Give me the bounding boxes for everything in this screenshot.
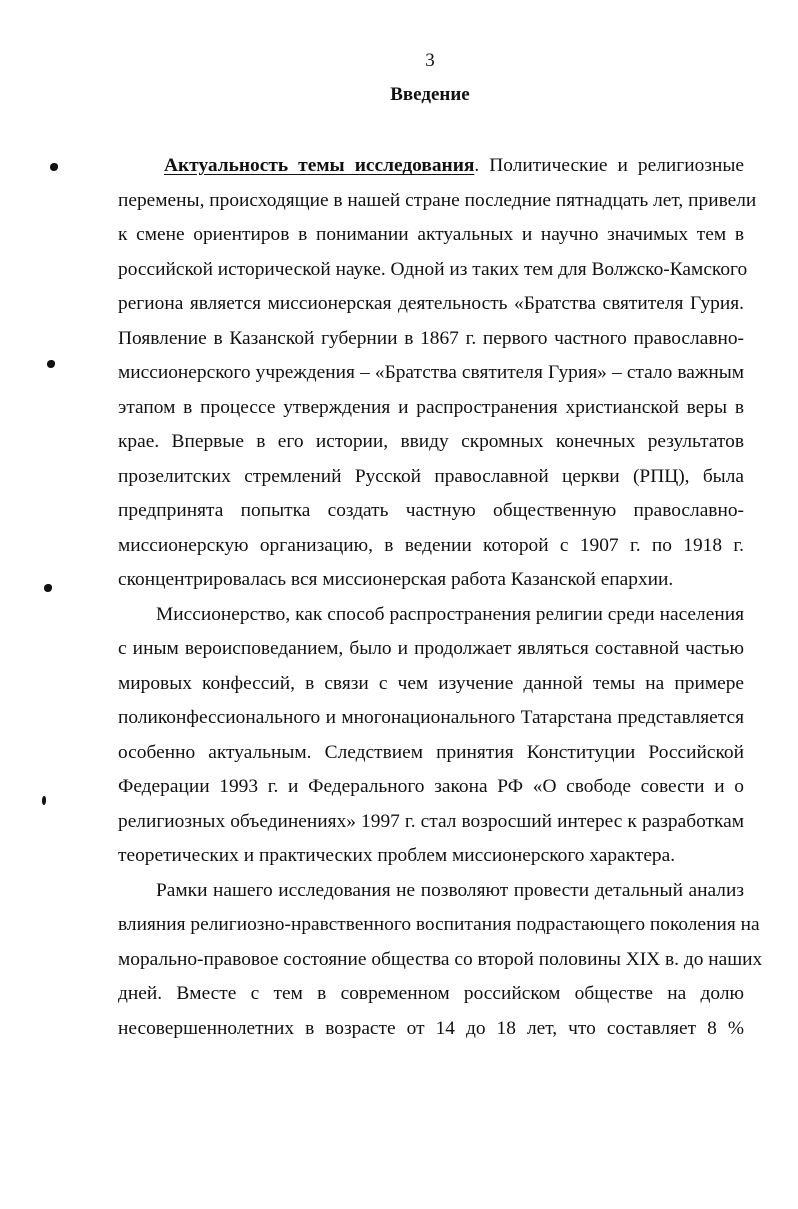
text-line: теоретических и практических проблем миссионерского характера. — [118, 845, 676, 866]
text-line: поликонфессионального и многонационального Татарстана представляется — [118, 707, 744, 728]
page-number: 3 — [425, 50, 435, 71]
text-line: прозелитских стремлений Русской православной церкви (РПЦ), была — [118, 465, 744, 487]
paragraph — [118, 598, 744, 874]
text-line: особенно актуальным. Следствием принятия Конституции Российской — [118, 741, 744, 763]
text-line: влияния религиозно-нравственного воспитания подрастающего поколения на — [118, 914, 760, 935]
text-line: Федерации 1993 г. и Федерального закона РФ «О свободе совести и о — [118, 776, 744, 797]
paragraph — [118, 874, 763, 1047]
text-line: с иным вероисповеданием, было и продолжает являться составной частью — [118, 638, 744, 659]
text-line: российской исторической науке. Одной из таких тем для Волжско-Камского — [118, 258, 748, 280]
margin-speck — [44, 584, 52, 592]
text-line: этапом в процессе утверждения и распространения христианской веры в — [118, 396, 744, 418]
text-line: крае. Впервые в его истории, ввиду скромных конечных результатов — [118, 431, 744, 452]
text-line: к смене ориентиров в понимании актуальных и научно значимых тем в — [118, 224, 744, 245]
section-heading: Введение — [390, 84, 470, 105]
text-line: Актуальность темы исследования. Политические и религиозные — [164, 155, 744, 176]
text-line: мировых конфессий, в связи с чем изучение данной темы на примере — [118, 672, 744, 694]
paragraph — [118, 149, 757, 598]
lead-phrase: Актуальность темы исследования — [164, 155, 475, 176]
text-line: дней. Вместе с тем в современном российском обществе на долю — [118, 983, 744, 1004]
text-line: региона является миссионерская деятельность «Братства святителя Гурия. — [118, 293, 744, 314]
text-line: Появление в Казанской губернии в 1867 г. первого частного православно- — [118, 327, 744, 349]
text-line: предпринята попытка создать частную общественную православно- — [118, 500, 744, 521]
text-line: миссионерского учреждения – «Братства святителя Гурия» – стало важным — [118, 362, 744, 383]
text-line: перемены, происходящие в нашей стране последние пятнадцать лет, привели — [118, 189, 757, 211]
text-line: миссионерскую организацию, в ведении которой с 1907 г. по 1918 г. — [118, 534, 744, 556]
margin-speck — [47, 360, 55, 368]
margin-speck — [42, 796, 46, 805]
margin-speck — [50, 163, 58, 171]
text-line: сконцентрировалась вся миссионерская работа Казанской епархии. — [118, 569, 674, 590]
text-line: Миссионерство, как способ распространения религии среди населения — [156, 603, 744, 625]
text-line: религиозных объединениях» 1997 г. стал возросший интерес к разработкам — [118, 810, 744, 832]
text-line: морально-правовое состояние общества со второй половины XIX в. до наших — [118, 948, 763, 970]
text-line: несовершеннолетних в возрасте от 14 до 18 лет, что составляет 8 % — [118, 1017, 744, 1039]
text-line: Рамки нашего исследования не позволяют провести детальный анализ — [156, 879, 744, 901]
document-body — [118, 149, 763, 1046]
